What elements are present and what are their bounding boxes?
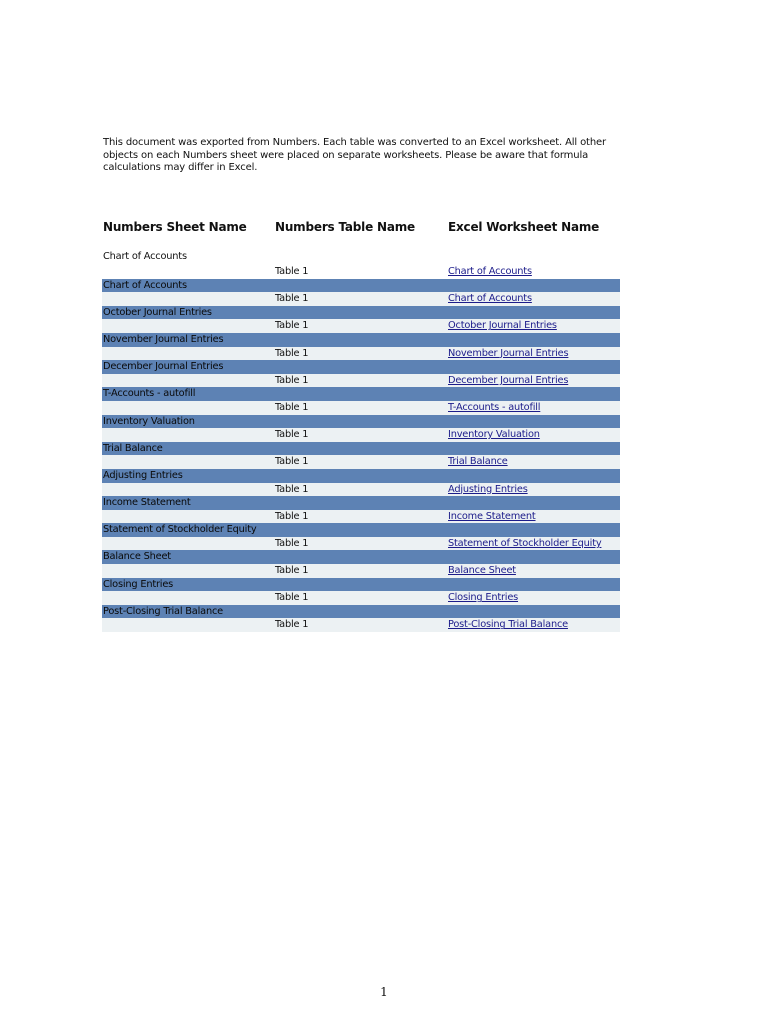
header-numbers-table-name: Numbers Table Name (275, 220, 415, 234)
excel-worksheet-link[interactable]: Balance Sheet (448, 565, 516, 577)
excel-worksheet-link[interactable]: Trial Balance (448, 456, 508, 468)
numbers-table-name-cell: Table 1 (275, 592, 309, 604)
intro-text: This document was exported from Numbers. Each table was converted to an Excel worksheet. All other objects on each Numbers sheet were placed on separate worksheets. Please be aware that formula calculations may differ in Excel. (103, 137, 606, 173)
numbers-table-name-cell: Table 1 (275, 483, 309, 495)
numbers-table-name-cell: Table 1 (275, 401, 309, 413)
excel-worksheet-link[interactable]: November Journal Entries (448, 347, 569, 359)
table-row (102, 401, 620, 415)
table-row (102, 428, 620, 442)
numbers-sheet-name-cell: Chart of Accounts (102, 279, 620, 293)
numbers-sheet-name-cell: Closing Entries (102, 578, 620, 592)
index-entry (102, 415, 620, 442)
table-row (102, 292, 620, 306)
table-row (102, 537, 620, 551)
index-entry (102, 496, 620, 523)
numbers-table-name-cell: Table 1 (275, 619, 309, 631)
table-row (102, 483, 620, 497)
numbers-table-name-cell: Table 1 (275, 320, 309, 332)
numbers-sheet-name-cell: Income Statement (102, 496, 620, 510)
table-row (102, 618, 620, 632)
numbers-table-name-cell: Table 1 (275, 537, 309, 549)
header-numbers-sheet-name: Numbers Sheet Name (103, 220, 247, 234)
table-row (102, 374, 620, 388)
numbers-table-name-cell: Table 1 (275, 374, 309, 386)
numbers-table-name-cell: Table 1 (275, 510, 309, 522)
excel-worksheet-link[interactable]: Closing Entries (448, 592, 519, 604)
index-entry (102, 523, 620, 550)
index-entry (102, 306, 620, 333)
index-entry (102, 578, 620, 605)
numbers-table-name-cell: Table 1 (275, 293, 309, 305)
numbers-sheet-name-cell: Inventory Valuation (102, 415, 620, 429)
excel-worksheet-link[interactable]: Income Statement (448, 510, 536, 522)
excel-worksheet-link[interactable]: Chart of Accounts (448, 266, 532, 277)
index-entry (102, 469, 620, 496)
table-row (102, 265, 620, 279)
numbers-sheet-name-cell: Adjusting Entries (102, 469, 620, 483)
excel-worksheet-link[interactable]: Inventory Valuation (448, 429, 540, 441)
index-entry (102, 279, 620, 306)
numbers-sheet-name-cell: Post-Closing Trial Balance (102, 605, 620, 619)
index-entry (102, 605, 620, 632)
numbers-table-name-cell: Table 1 (275, 266, 309, 277)
numbers-sheet-name-cell: Trial Balance (102, 442, 620, 456)
excel-worksheet-link[interactable]: December Journal Entries (448, 374, 569, 386)
table-row (102, 510, 620, 524)
index-entry (102, 360, 620, 387)
table-row (102, 591, 620, 605)
numbers-table-name-cell: Table 1 (275, 456, 309, 468)
numbers-sheet-name-cell: Statement of Stockholder Equity (102, 523, 620, 537)
table-row (102, 455, 620, 469)
page-number: 1 (380, 985, 388, 999)
index-entry (102, 249, 620, 279)
index-entry (102, 550, 620, 577)
excel-worksheet-link[interactable]: Chart of Accounts (448, 293, 532, 305)
index-entry (102, 442, 620, 469)
header-excel-worksheet-name: Excel Worksheet Name (448, 220, 600, 234)
index-entry (102, 333, 620, 360)
excel-worksheet-link[interactable]: Statement of Stockholder Equity (448, 537, 602, 549)
table-row (102, 319, 620, 333)
numbers-sheet-name-cell: Chart of Accounts (103, 251, 187, 262)
numbers-sheet-name-cell: October Journal Entries (102, 306, 620, 320)
excel-worksheet-link[interactable]: Post-Closing Trial Balance (448, 619, 568, 631)
numbers-table-name-cell: Table 1 (275, 565, 309, 577)
table-row (102, 347, 620, 361)
numbers-sheet-name-cell: November Journal Entries (102, 333, 620, 347)
numbers-sheet-name-cell: Balance Sheet (102, 550, 620, 564)
numbers-table-name-cell: Table 1 (275, 429, 309, 441)
index-entry (102, 387, 620, 414)
column-headers (103, 220, 623, 236)
numbers-table-name-cell: Table 1 (275, 347, 309, 359)
numbers-sheet-name-cell: December Journal Entries (102, 360, 620, 374)
table-row (102, 564, 620, 578)
numbers-sheet-name-cell: T-Accounts - autofill (102, 387, 620, 401)
excel-worksheet-link[interactable]: T-Accounts - autofill (448, 401, 541, 413)
worksheet-index-table (102, 249, 620, 632)
excel-worksheet-link[interactable]: October Journal Entries (448, 320, 557, 332)
excel-worksheet-link[interactable]: Adjusting Entries (448, 483, 528, 495)
